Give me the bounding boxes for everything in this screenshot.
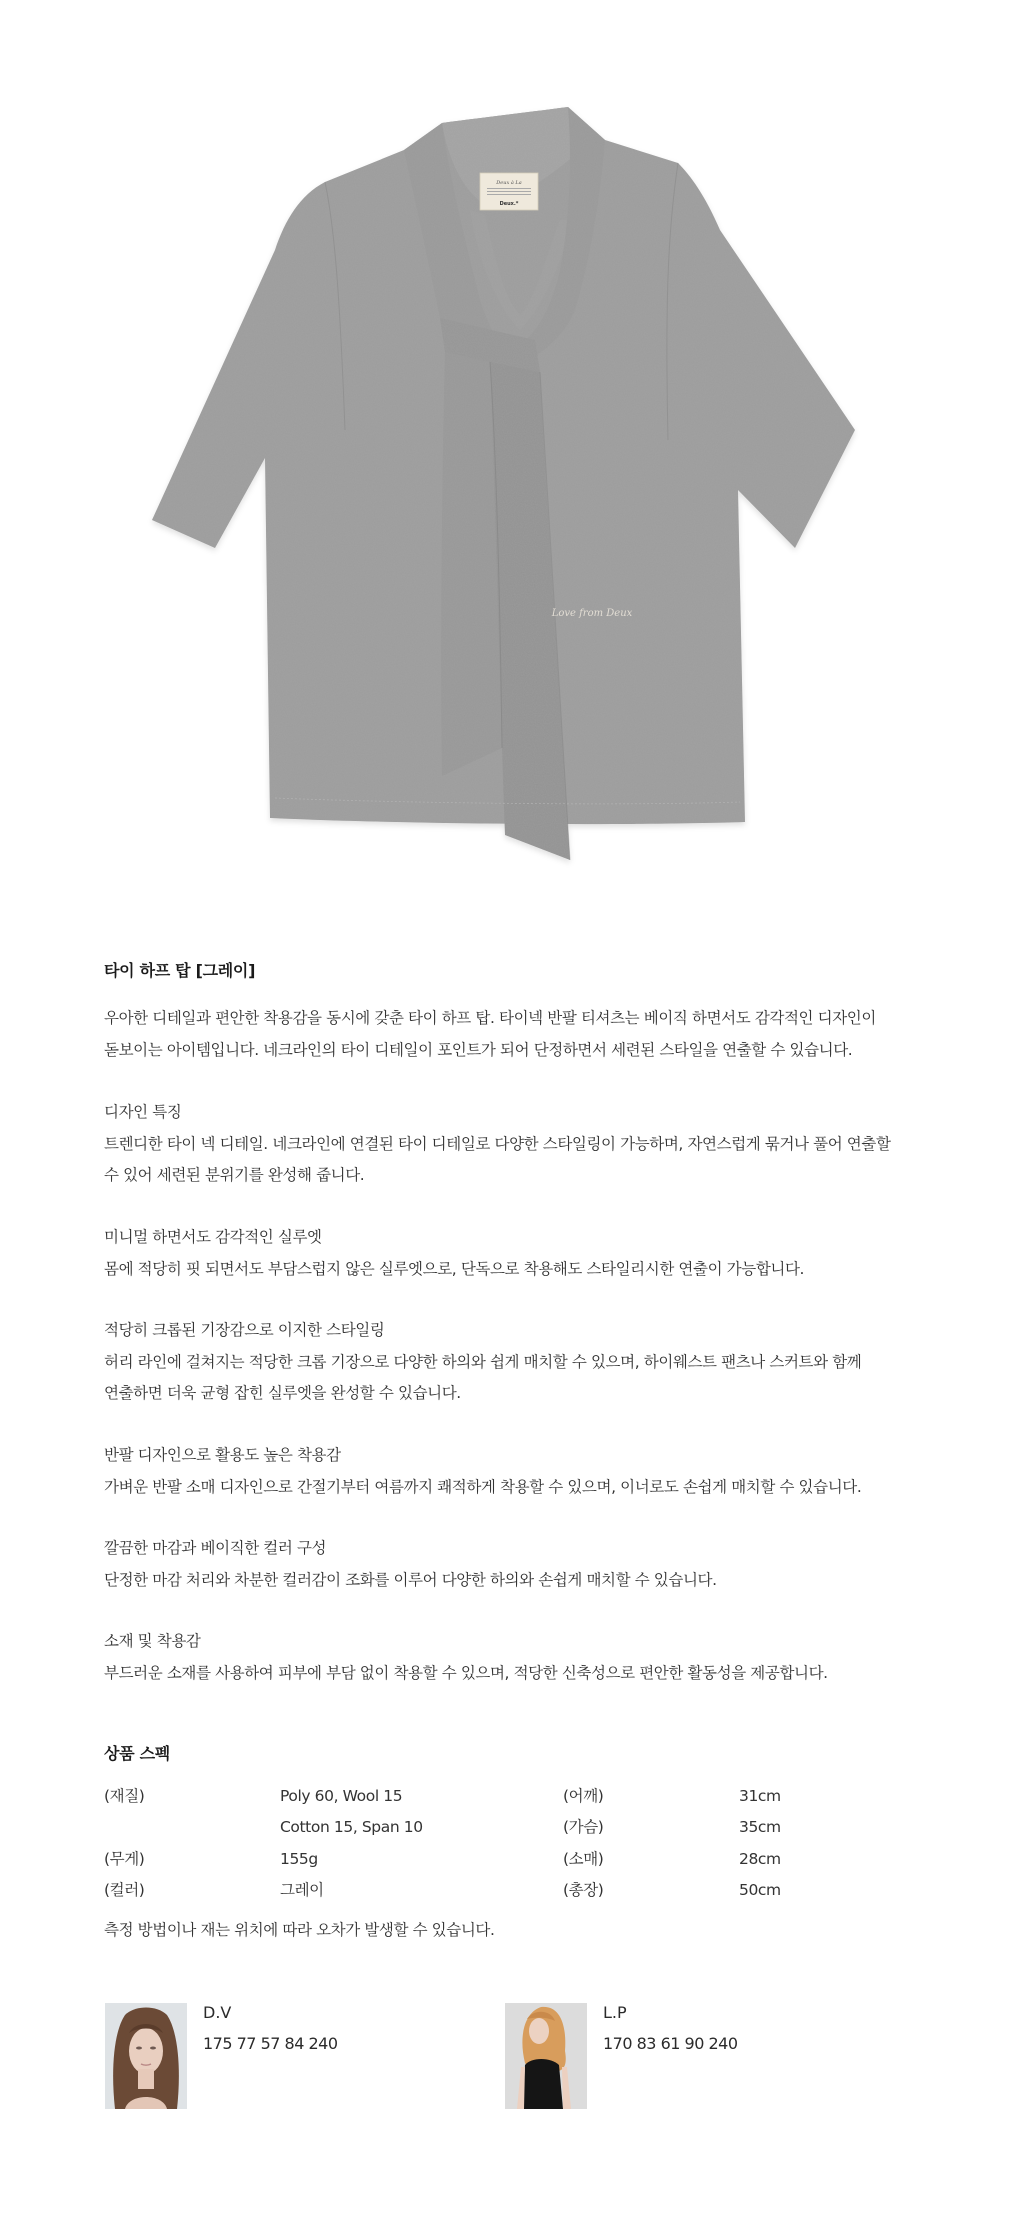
label-brand-script: Deux à La <box>496 180 522 186</box>
feature-section-material <box>104 1626 924 1689</box>
label-logo: Deux.* <box>499 201 519 207</box>
model-photo <box>105 2003 187 2109</box>
feature-heading: 디자인 특징 <box>104 1103 182 1121</box>
measure-value: 35cm <box>739 1818 781 1837</box>
feature-section-length <box>104 1315 924 1410</box>
measure-value: 31cm <box>739 1787 781 1805</box>
measure-value: 50cm <box>739 1880 781 1899</box>
feature-line: 단정한 마감 처리와 차분한 컬러감이 조화를 이루어 다양한 하의와 손쉽게 매치할 수 있습니다. <box>104 1570 717 1589</box>
spec-label: (무게) <box>104 1849 145 1868</box>
feature-heading: 소재 및 착용감 <box>104 1632 201 1650</box>
measure-label: (가슴) <box>563 1818 604 1837</box>
measure-label: (소매) <box>563 1849 604 1868</box>
feature-heading: 깔끔한 마감과 베이직한 컬러 구성 <box>104 1539 327 1557</box>
measure-label: (어깨) <box>563 1787 604 1805</box>
spec-value: 그레이 <box>280 1880 324 1899</box>
model-name: L.P <box>603 2003 627 2022</box>
feature-line: 몸에 적당히 핏 되면서도 부담스럽지 않은 실루엣으로, 단독으로 착용해도 스타일리시한 연출이 가능합니다. <box>104 1259 805 1278</box>
intro-line: 우아한 디테일과 편안한 착용감을 동시에 갖춘 타이 하프 탑. 타이넥 반팔 티셔츠는 베이직 하면서도 감각적인 디자인이 <box>104 1009 876 1027</box>
spec-value: Poly 60, Wool 15 <box>280 1787 403 1805</box>
feature-line: 가벼운 반팔 소매 디자인으로 간절기부터 여름까지 쾌적하게 착용할 수 있으며, 이너로도 손쉽게 매치할 수 있습니다. <box>104 1477 862 1496</box>
spec-value: Cotton 15, Span 10 <box>280 1818 423 1837</box>
model-stats: 175 77 57 84 240 <box>203 2034 338 2053</box>
feature-section-finish <box>104 1533 924 1596</box>
measurement-note: 측정 방법이나 재는 위치에 따라 오차가 발생할 수 있습니다. <box>104 1921 495 1939</box>
measure-value: 28cm <box>739 1849 781 1868</box>
feature-line: 트렌디한 타이 넥 디테일. 네크라인에 연결된 타이 디테일로 다양한 스타일링이 가능하며, 자연스럽게 묶거나 풀어 연출할 <box>104 1134 891 1153</box>
model-card-dv <box>105 2003 485 2113</box>
feature-line: 수 있어 세련된 분위기를 완성해 줍니다. <box>104 1166 365 1184</box>
feature-line: 연출하면 더욱 균형 잡힌 실루엣을 완성할 수 있습니다. <box>104 1384 461 1402</box>
intro-line: 돋보이는 아이템입니다. 네크라인의 타이 디테일이 포인트가 되어 단정하면서 세련된 스타일을 연출할 수 있습니다. <box>104 1040 853 1059</box>
feature-section-silhouette <box>104 1222 924 1285</box>
feature-heading: 미니멀 하면서도 감각적인 실루엣 <box>104 1228 322 1246</box>
spec-row <box>104 1812 924 1843</box>
model-name: D.V <box>203 2003 232 2022</box>
spec-label: (재질) <box>104 1787 145 1805</box>
product-intro <box>104 1003 924 1066</box>
feature-heading: 반팔 디자인으로 활용도 높은 착용감 <box>104 1446 341 1464</box>
feature-heading: 적당히 크롭된 기장감으로 이지한 스타일링 <box>104 1321 385 1339</box>
product-title: 타이 하프 탑 [그레이] <box>104 961 256 980</box>
feature-line: 부드러운 소재를 사용하여 피부에 부담 없이 착용할 수 있으며, 적당한 신축성으로 편안한 활동성을 제공합니다. <box>104 1663 828 1682</box>
spec-value: 155g <box>280 1849 318 1868</box>
product-image <box>0 0 1010 900</box>
grey-tie-top-illustration <box>0 0 1010 900</box>
feature-line: 허리 라인에 걸쳐지는 적당한 크롭 기장으로 다양한 하의와 쉽게 매치할 수 있으며, 하이웨스트 팬츠나 스커트와 함께 <box>104 1352 862 1371</box>
model-stats: 170 83 61 90 240 <box>603 2034 738 2053</box>
spec-table <box>104 1781 924 1906</box>
spec-row <box>104 1875 924 1906</box>
measure-label: (총장) <box>563 1880 604 1899</box>
spec-row <box>104 1781 924 1812</box>
spec-label: (컬러) <box>104 1880 145 1899</box>
model-card-lp <box>505 2003 885 2113</box>
feature-section-design <box>104 1097 924 1192</box>
feature-section-sleeve <box>104 1440 924 1503</box>
spec-row <box>104 1844 924 1875</box>
embroidery-text: Love from Deux <box>551 608 633 619</box>
spec-title: 상품 스펙 <box>104 1744 170 1763</box>
model-photo <box>505 2003 587 2109</box>
